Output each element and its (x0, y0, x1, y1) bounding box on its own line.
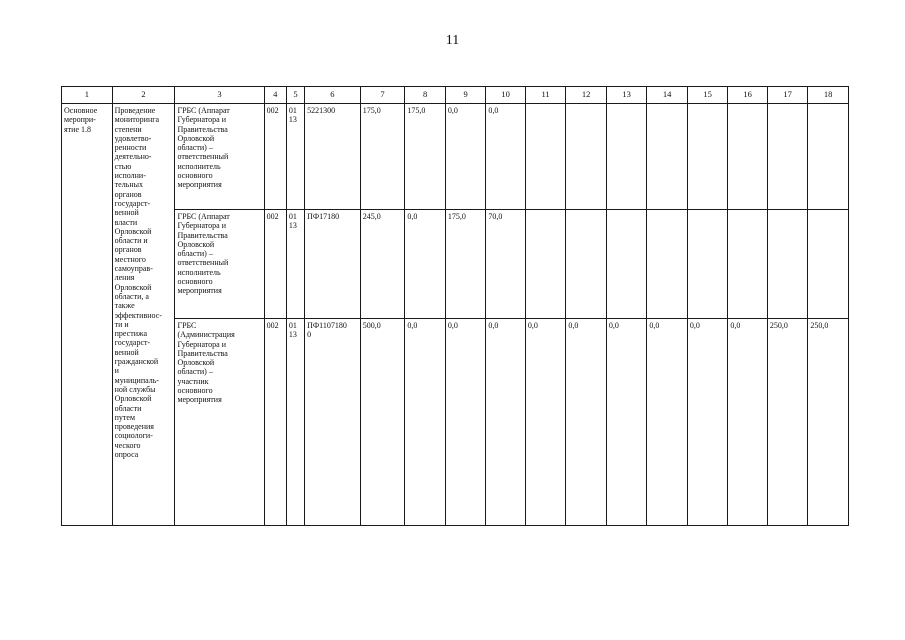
table-row (62, 104, 849, 210)
header-cell-16: 16 (728, 87, 768, 104)
event-title-cell: Основное меропри- ятие 1.8 (62, 104, 113, 526)
cell-c7: 245,0 (360, 210, 405, 319)
header-cell-10: 10 (486, 87, 526, 104)
cell-c5: 01 13 (286, 210, 304, 319)
cell-c7: 500,0 (360, 319, 405, 526)
cell-c16 (728, 104, 768, 210)
cell-c8: 175,0 (405, 104, 446, 210)
cell-c15: 0,0 (687, 319, 728, 526)
cell-c13 (606, 210, 647, 319)
cell-c18 (808, 104, 849, 210)
cell-c14 (647, 210, 688, 319)
header-cell-12: 12 (566, 87, 607, 104)
table-row (62, 319, 849, 526)
cell-c8: 0,0 (405, 319, 446, 526)
cell-c10: 0,0 (486, 104, 526, 210)
page-number: 11 (445, 33, 460, 48)
cell-grbs: ГРБС (Аппарат Губернатора и Правительства Орловской области) – ответственный исполнитель основного мероприятия (175, 104, 264, 210)
table-header-row (62, 87, 849, 104)
header-cell-3: 3 (175, 87, 264, 104)
cell-c17: 250,0 (767, 319, 808, 526)
cell-c8: 0,0 (405, 210, 446, 319)
cell-grbs: ГРБС (Аппарат Губернатора и Правительства Орловской области) – ответственный исполнитель основного мероприятия (175, 210, 264, 319)
header-cell-6: 6 (305, 87, 361, 104)
cell-c18 (808, 210, 849, 319)
header-cell-4: 4 (264, 87, 286, 104)
cell-c14 (647, 104, 688, 210)
cell-c11 (525, 210, 566, 319)
header-cell-9: 9 (445, 87, 486, 104)
cell-c16 (728, 210, 768, 319)
cell-c11 (525, 104, 566, 210)
cell-c18: 250,0 (808, 319, 849, 526)
cell-c6: ПФ17180 (305, 210, 361, 319)
header-cell-1: 1 (62, 87, 113, 104)
cell-c16: 0,0 (728, 319, 768, 526)
header-cell-13: 13 (606, 87, 647, 104)
cell-c4: 002 (264, 210, 286, 319)
header-cell-14: 14 (647, 87, 688, 104)
header-cell-5: 5 (286, 87, 304, 104)
budget-table (61, 86, 849, 526)
cell-c9: 175,0 (445, 210, 486, 319)
cell-grbs: ГРБС (Администрация Губернатора и Правительства Орловской области) – участник основного мероприятия (175, 319, 264, 526)
cell-c12 (566, 210, 607, 319)
cell-c12 (566, 104, 607, 210)
header-cell-7: 7 (360, 87, 405, 104)
cell-c17 (767, 210, 808, 319)
cell-c7: 175,0 (360, 104, 405, 210)
header-cell-11: 11 (525, 87, 566, 104)
cell-c10: 70,0 (486, 210, 526, 319)
cell-c9: 0,0 (445, 104, 486, 210)
header-cell-15: 15 (687, 87, 728, 104)
table-row (62, 210, 849, 319)
cell-c4: 002 (264, 319, 286, 526)
cell-c15 (687, 104, 728, 210)
cell-c12: 0,0 (566, 319, 607, 526)
cell-c15 (687, 210, 728, 319)
cell-c9: 0,0 (445, 319, 486, 526)
header-cell-2: 2 (112, 87, 175, 104)
header-cell-18: 18 (808, 87, 849, 104)
header-cell-17: 17 (767, 87, 808, 104)
cell-c14: 0,0 (647, 319, 688, 526)
cell-c17 (767, 104, 808, 210)
cell-c5: 01 13 (286, 319, 304, 526)
cell-c13 (606, 104, 647, 210)
event-description-cell: Проведение мониторинга степени удовлетво- ренности деятельно- стью исполни- тельных органов государст- венной власти Орловской области и органов местного самоуправ- ления Орловской области, а также эффективнос- ти и престижа государст- венной гражданской и муниципаль- ной службы Орловской области путем проведения социологи- ческого опроса (112, 104, 175, 526)
cell-c13: 0,0 (606, 319, 647, 526)
cell-c11: 0,0 (525, 319, 566, 526)
cell-c10: 0,0 (486, 319, 526, 526)
cell-c6: 5221300 (305, 104, 361, 210)
header-cell-8: 8 (405, 87, 446, 104)
cell-c6: ПФ1107180 0 (305, 319, 361, 526)
cell-c4: 002 (264, 104, 286, 210)
cell-c5: 01 13 (286, 104, 304, 210)
